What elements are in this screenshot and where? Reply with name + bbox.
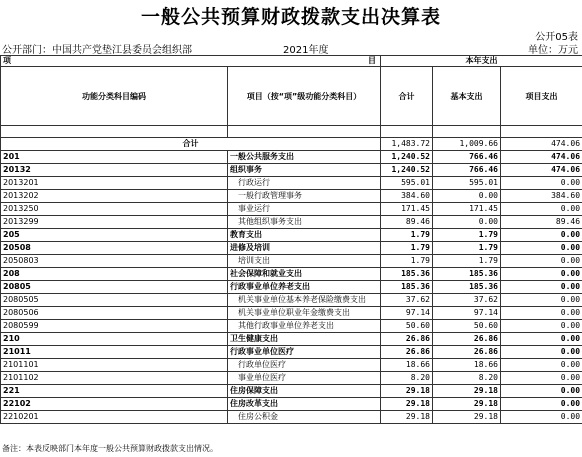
summary-label: 合计 <box>1 138 381 151</box>
row-project: 0.00 <box>501 346 582 359</box>
row-basic: 1.79 <box>433 242 501 255</box>
department-label: 公开部门：中国共产党垫江县委员会组织部 <box>2 45 192 56</box>
row-basic: 595.01 <box>433 177 501 190</box>
row-name: 教育支出 <box>228 229 381 242</box>
header-basic: 基本支出 <box>433 67 501 126</box>
row-basic: 185.36 <box>433 281 501 294</box>
row-total: 1.79 <box>381 229 433 242</box>
row-basic: 50.60 <box>433 320 501 333</box>
row-code: 2101101 <box>1 359 228 372</box>
row-basic: 97.14 <box>433 307 501 320</box>
row-code: 21011 <box>1 346 228 359</box>
row-name: 行政单位医疗 <box>228 359 381 372</box>
row-name: 其他组织事务支出 <box>228 216 381 229</box>
row-code: 208 <box>1 268 228 281</box>
header-project: 项 <box>3 56 11 65</box>
row-basic: 0.00 <box>433 190 501 203</box>
row-code: 2013201 <box>1 177 228 190</box>
row-total: 185.36 <box>381 281 433 294</box>
row-total: 29.18 <box>381 411 433 424</box>
row-basic: 766.46 <box>433 164 501 177</box>
row-basic: 185.36 <box>433 268 501 281</box>
row-project: 0.00 <box>501 333 582 346</box>
row-project: 474.06 <box>501 164 582 177</box>
summary-project: 474.06 <box>501 138 582 151</box>
row-total: 185.36 <box>381 268 433 281</box>
row-name: 培训支出 <box>228 255 381 268</box>
row-code: 2210201 <box>1 411 228 424</box>
table-row <box>1 320 582 333</box>
spacer-cell <box>1 126 228 138</box>
row-name: 住房保障支出 <box>228 385 381 398</box>
row-code: 2101102 <box>1 372 228 385</box>
row-code: 2080506 <box>1 307 228 320</box>
row-code: 210 <box>1 333 228 346</box>
row-total: 26.86 <box>381 333 433 346</box>
row-name: 住房公积金 <box>228 411 381 424</box>
row-project: 474.06 <box>501 151 582 164</box>
row-name: 行政事业单位医疗 <box>228 346 381 359</box>
row-name: 住房改革支出 <box>228 398 381 411</box>
table-row <box>1 216 582 229</box>
row-name: 机关事业单位基本养老保险缴费支出 <box>228 294 381 307</box>
row-basic: 26.86 <box>433 333 501 346</box>
spacer-cell <box>433 126 501 138</box>
row-total: 384.60 <box>381 190 433 203</box>
table-row <box>1 398 582 411</box>
row-total: 1,240.52 <box>381 164 433 177</box>
summary-row <box>1 138 582 151</box>
row-code: 2080505 <box>1 294 228 307</box>
page-title: 一般公共预算财政拨款支出决算表 <box>140 6 441 28</box>
table-code: 公开05表 <box>535 32 578 43</box>
row-project: 0.00 <box>501 268 582 281</box>
header-project-right: 目 <box>368 56 376 65</box>
expenditure-table <box>0 55 582 424</box>
spacer-cell <box>501 126 582 138</box>
row-name: 其他行政事业单位养老支出 <box>228 320 381 333</box>
row-total: 37.62 <box>381 294 433 307</box>
row-code: 221 <box>1 385 228 398</box>
row-code: 20132 <box>1 164 228 177</box>
row-project: 384.60 <box>501 190 582 203</box>
row-basic: 26.86 <box>433 346 501 359</box>
header-item-name: 项目（按“项”级功能分类科目） <box>228 67 381 126</box>
row-basic: 8.20 <box>433 372 501 385</box>
summary-basic: 1,009.66 <box>433 138 501 151</box>
row-basic: 29.18 <box>433 385 501 398</box>
header-total: 合计 <box>381 67 433 126</box>
header-project-exp: 项目支出 <box>501 67 582 126</box>
summary-total: 1,483.72 <box>381 138 433 151</box>
row-project: 0.00 <box>501 307 582 320</box>
header-row-3 <box>1 126 582 138</box>
row-basic: 766.46 <box>433 151 501 164</box>
unit-label: 单位：万元 <box>528 45 578 56</box>
row-basic: 29.18 <box>433 398 501 411</box>
row-total: 29.18 <box>381 398 433 411</box>
row-project: 0.00 <box>501 229 582 242</box>
row-project: 0.00 <box>501 359 582 372</box>
row-name: 一般公共服务支出 <box>228 151 381 164</box>
row-code: 2013299 <box>1 216 228 229</box>
row-project: 89.46 <box>501 216 582 229</box>
table-row <box>1 359 582 372</box>
table-row <box>1 268 582 281</box>
row-basic: 18.66 <box>433 359 501 372</box>
row-total: 89.46 <box>381 216 433 229</box>
row-total: 1.79 <box>381 242 433 255</box>
row-project: 0.00 <box>501 177 582 190</box>
row-code: 20805 <box>1 281 228 294</box>
table-row <box>1 346 582 359</box>
row-name: 卫生健康支出 <box>228 333 381 346</box>
row-total: 1,240.52 <box>381 151 433 164</box>
row-basic: 0.00 <box>433 216 501 229</box>
table-row <box>1 255 582 268</box>
row-code: 205 <box>1 229 228 242</box>
table-row <box>1 333 582 346</box>
table-row <box>1 190 582 203</box>
row-basic: 1.79 <box>433 229 501 242</box>
spacer-cell <box>228 126 381 138</box>
table-row <box>1 203 582 216</box>
row-code: 22102 <box>1 398 228 411</box>
row-total: 595.01 <box>381 177 433 190</box>
table-row <box>1 151 582 164</box>
row-code: 2013250 <box>1 203 228 216</box>
table-row <box>1 307 582 320</box>
row-code: 2050803 <box>1 255 228 268</box>
table-row <box>1 177 582 190</box>
row-total: 8.20 <box>381 372 433 385</box>
header-row-2 <box>1 67 582 126</box>
footnote: 备注：本表反映部门本年度一般公共预算财政拨款支出情况。 <box>2 444 218 453</box>
table-row <box>1 294 582 307</box>
row-project: 0.00 <box>501 203 582 216</box>
header-row-1 <box>1 56 582 67</box>
row-name: 行政事业单位养老支出 <box>228 281 381 294</box>
row-name: 组织事务 <box>228 164 381 177</box>
table-row <box>1 372 582 385</box>
row-code: 20508 <box>1 242 228 255</box>
row-name: 事业单位医疗 <box>228 372 381 385</box>
row-project: 0.00 <box>501 385 582 398</box>
table-row <box>1 164 582 177</box>
row-total: 29.18 <box>381 385 433 398</box>
table-row <box>1 411 582 424</box>
table-row <box>1 385 582 398</box>
row-basic: 1.79 <box>433 255 501 268</box>
row-name: 社会保障和就业支出 <box>228 268 381 281</box>
row-name: 一般行政管理事务 <box>228 190 381 203</box>
row-name: 事业运行 <box>228 203 381 216</box>
row-total: 97.14 <box>381 307 433 320</box>
row-name: 行政运行 <box>228 177 381 190</box>
row-project: 0.00 <box>501 294 582 307</box>
row-total: 26.86 <box>381 346 433 359</box>
row-total: 50.60 <box>381 320 433 333</box>
header-func-code: 功能分类科目编码 <box>1 67 228 126</box>
spacer-cell <box>381 126 433 138</box>
row-project: 0.00 <box>501 242 582 255</box>
row-name: 进修及培训 <box>228 242 381 255</box>
row-basic: 171.45 <box>433 203 501 216</box>
table-row <box>1 229 582 242</box>
row-project: 0.00 <box>501 398 582 411</box>
row-total: 1.79 <box>381 255 433 268</box>
row-project: 0.00 <box>501 320 582 333</box>
row-code: 2013202 <box>1 190 228 203</box>
row-total: 18.66 <box>381 359 433 372</box>
header-project-cell <box>1 56 381 67</box>
table-row <box>1 242 582 255</box>
row-project: 0.00 <box>501 281 582 294</box>
row-project: 0.00 <box>501 372 582 385</box>
header-current-year: 本年支出 <box>381 56 582 67</box>
row-code: 2080599 <box>1 320 228 333</box>
row-project: 0.00 <box>501 411 582 424</box>
table-row <box>1 281 582 294</box>
row-name: 机关事业单位职业年金缴费支出 <box>228 307 381 320</box>
row-basic: 29.18 <box>433 411 501 424</box>
row-total: 171.45 <box>381 203 433 216</box>
row-code: 201 <box>1 151 228 164</box>
row-project: 0.00 <box>501 255 582 268</box>
row-basic: 37.62 <box>433 294 501 307</box>
year-label: 2021年度 <box>283 45 329 56</box>
